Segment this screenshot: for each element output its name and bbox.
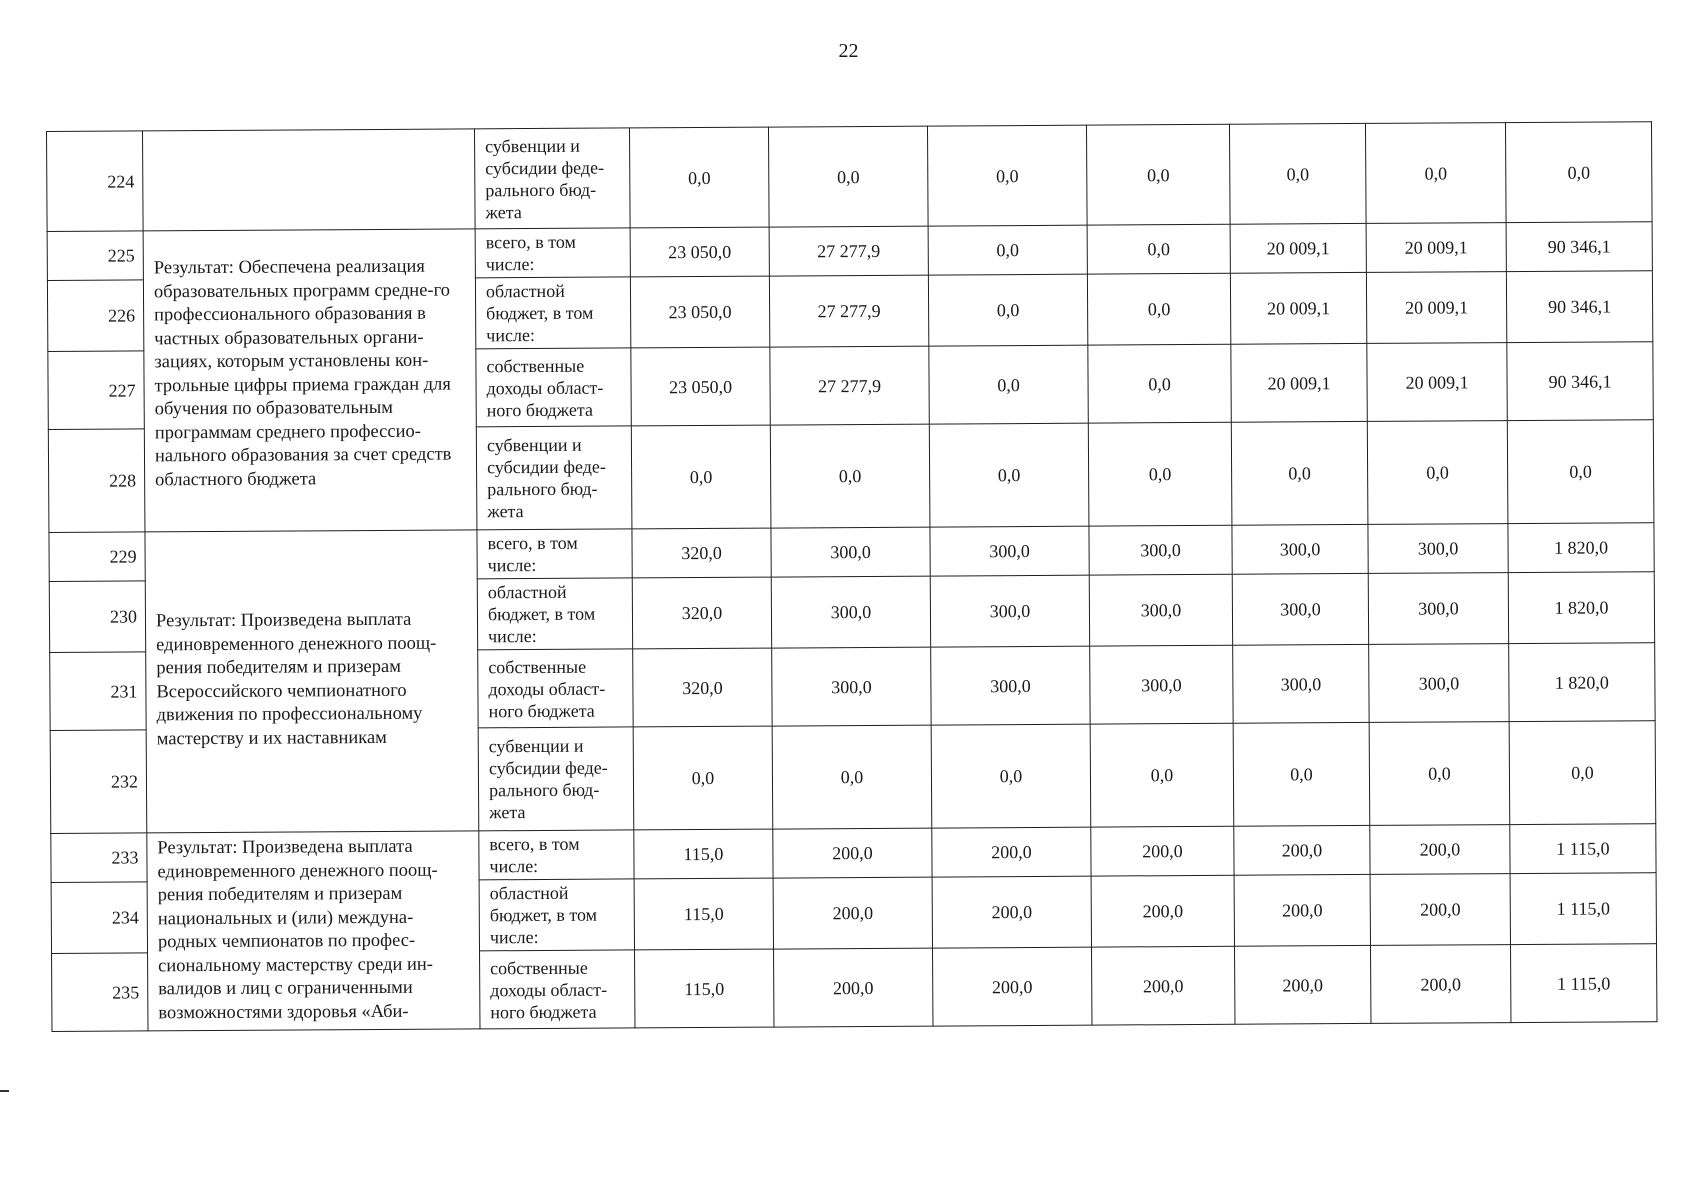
value-cell: 320,0 <box>633 648 772 727</box>
value-cell: 0,0 <box>928 274 1087 346</box>
value-cell: 200,0 <box>774 948 933 1027</box>
value-cell: 23 050,0 <box>630 227 769 277</box>
funding-source: собственные доходы област-ного бюджета <box>478 649 633 728</box>
row-number: 231 <box>50 652 146 731</box>
value-cell: 200,0 <box>773 877 932 949</box>
value-cell: 20 009,1 <box>1366 223 1506 273</box>
value-cell: 300,0 <box>1233 644 1369 723</box>
value-cell: 90 346,1 <box>1506 222 1652 272</box>
value-cell: 300,0 <box>771 527 930 577</box>
result-cell-empty <box>143 129 476 231</box>
row-number: 233 <box>51 833 147 883</box>
value-cell: 300,0 <box>771 576 930 648</box>
value-cell: 1 115,0 <box>1510 824 1656 874</box>
value-cell: 20 009,1 <box>1230 272 1366 344</box>
value-cell: 1 820,0 <box>1508 572 1654 644</box>
value-cell: 300,0 <box>1089 574 1232 646</box>
value-cell: 0,0 <box>929 345 1088 424</box>
value-cell: 0,0 <box>1087 273 1230 345</box>
value-cell: 0,0 <box>931 724 1091 828</box>
value-cell: 0,0 <box>1090 723 1234 827</box>
margin-dash <box>0 1090 9 1092</box>
table-row <box>47 122 1653 232</box>
value-cell: 200,0 <box>1370 825 1510 875</box>
funding-source: всего, в том числе: <box>475 228 630 278</box>
value-cell: 0,0 <box>1229 123 1366 224</box>
value-cell: 200,0 <box>1091 875 1234 947</box>
value-cell: 20 009,1 <box>1230 223 1366 273</box>
value-cell: 0,0 <box>1509 721 1656 825</box>
value-cell: 1 115,0 <box>1510 873 1656 945</box>
value-cell: 115,0 <box>635 949 774 1028</box>
value-cell: 300,0 <box>1232 524 1368 574</box>
funding-source: всего, в том числе: <box>477 529 632 579</box>
value-cell: 320,0 <box>632 528 771 578</box>
value-cell: 0,0 <box>1505 122 1652 223</box>
value-cell: 200,0 <box>773 828 932 878</box>
value-cell: 300,0 <box>1232 573 1368 645</box>
page-number: 22 <box>838 40 859 62</box>
value-cell: 200,0 <box>1370 945 1510 1024</box>
value-cell: 1 115,0 <box>1510 944 1656 1023</box>
result-description: Результат: Обеспечена реализация образовательных программ средне-го профессионального образования в частных образовательных органи-зациях, которым установлены кон-трольные цифры приема граждан для обучения по образовательным программам среднего профессио-нального образования за счет средств областного бюджета <box>143 229 477 532</box>
value-cell: 0,0 <box>1507 420 1654 524</box>
value-cell: 200,0 <box>1234 874 1370 946</box>
value-cell: 200,0 <box>1234 825 1370 875</box>
value-cell: 320,0 <box>632 577 771 649</box>
value-cell: 200,0 <box>1235 945 1371 1024</box>
value-cell: 300,0 <box>1368 524 1508 574</box>
row-number: 228 <box>48 429 145 533</box>
value-cell: 1 820,0 <box>1509 643 1655 722</box>
result-description: Результат: Произведена выплата единовременного денежного поощ-рения победителям и призерам национальных и (или) междуна-родных чемпионатов по профес-сиональному мастерству среди ин-валидов и лиц с ограниченными возможностями здоровья «Аби- <box>147 831 480 1031</box>
value-cell: 300,0 <box>930 526 1089 576</box>
value-cell: 0,0 <box>927 125 1087 226</box>
value-cell: 0,0 <box>1365 123 1506 224</box>
value-cell: 20 009,1 <box>1366 272 1506 344</box>
value-cell: 27 277,9 <box>770 346 929 425</box>
funding-source: собственные доходы област-ного бюджета <box>476 348 631 427</box>
value-cell: 200,0 <box>1370 874 1510 946</box>
value-cell: 0,0 <box>770 424 930 528</box>
row-number: 226 <box>47 280 143 352</box>
value-cell: 0,0 <box>928 225 1087 275</box>
value-cell: 0,0 <box>629 127 769 228</box>
value-cell: 0,0 <box>1088 422 1232 526</box>
result-description: Результат: Произведена выплата единовременного денежного поощ-рения победителям и призерам Всероссийского чемпионатного движения по профессиональному мастерству и их наставникам <box>145 530 479 833</box>
value-cell: 90 346,1 <box>1506 271 1652 343</box>
value-cell: 300,0 <box>931 646 1090 725</box>
value-cell: 200,0 <box>1092 946 1235 1025</box>
funding-source: собственные доходы област-ного бюджета <box>480 950 635 1029</box>
funding-source: областной бюджет, в том числе: <box>479 879 634 951</box>
value-cell: 0,0 <box>768 126 928 227</box>
funding-source: областной бюджет, в том числе: <box>477 578 632 650</box>
value-cell: 0,0 <box>1231 421 1368 525</box>
value-cell: 0,0 <box>929 423 1089 527</box>
row-number: 230 <box>49 581 145 653</box>
budget-table-container <box>46 121 1656 1032</box>
value-cell: 300,0 <box>772 647 931 726</box>
value-cell: 1 820,0 <box>1508 523 1654 573</box>
funding-source: субвенции и субсидии феде-ральногo бюд-жета <box>474 128 630 229</box>
value-cell: 20 009,1 <box>1367 343 1507 422</box>
value-cell: 0,0 <box>631 425 771 529</box>
value-cell: 300,0 <box>1090 645 1233 724</box>
budget-table <box>46 121 1657 1032</box>
row-number: 227 <box>48 351 144 430</box>
value-cell: 90 346,1 <box>1507 342 1653 421</box>
funding-source: всего, в том числе: <box>479 830 634 880</box>
value-cell: 115,0 <box>634 829 773 879</box>
value-cell: 27 277,9 <box>769 226 928 276</box>
value-cell: 0,0 <box>1233 722 1370 826</box>
value-cell: 200,0 <box>933 947 1092 1026</box>
row-number: 232 <box>50 730 147 834</box>
value-cell: 300,0 <box>1369 644 1509 723</box>
value-cell: 23 050,0 <box>630 276 769 348</box>
row-number: 225 <box>47 231 143 281</box>
row-number: 234 <box>51 882 147 954</box>
value-cell: 0,0 <box>633 726 773 830</box>
value-cell: 200,0 <box>932 827 1091 877</box>
value-cell: 0,0 <box>772 725 932 829</box>
value-cell: 0,0 <box>1367 421 1508 525</box>
row-number: 235 <box>52 953 148 1032</box>
funding-source: областной бюджет, в том числе: <box>475 277 630 349</box>
funding-source: субвенции и субсидии феде-рального бюд-жета <box>478 727 634 831</box>
row-number: 224 <box>47 131 144 232</box>
value-cell: 200,0 <box>932 876 1091 948</box>
row-number: 229 <box>49 532 145 582</box>
value-cell: 300,0 <box>1368 573 1508 645</box>
value-cell: 27 277,9 <box>769 275 928 347</box>
funding-source: субвенции и субсидии феде-рального бюд-жета <box>476 426 632 530</box>
value-cell: 0,0 <box>1088 344 1231 423</box>
value-cell: 23 050,0 <box>631 347 770 426</box>
value-cell: 20 009,1 <box>1231 343 1367 422</box>
value-cell: 0,0 <box>1087 224 1230 274</box>
value-cell: 300,0 <box>1089 525 1232 575</box>
value-cell: 200,0 <box>1091 826 1234 876</box>
value-cell: 0,0 <box>1086 124 1230 225</box>
value-cell: 300,0 <box>930 575 1089 647</box>
value-cell: 115,0 <box>634 878 773 950</box>
value-cell: 0,0 <box>1369 722 1510 826</box>
